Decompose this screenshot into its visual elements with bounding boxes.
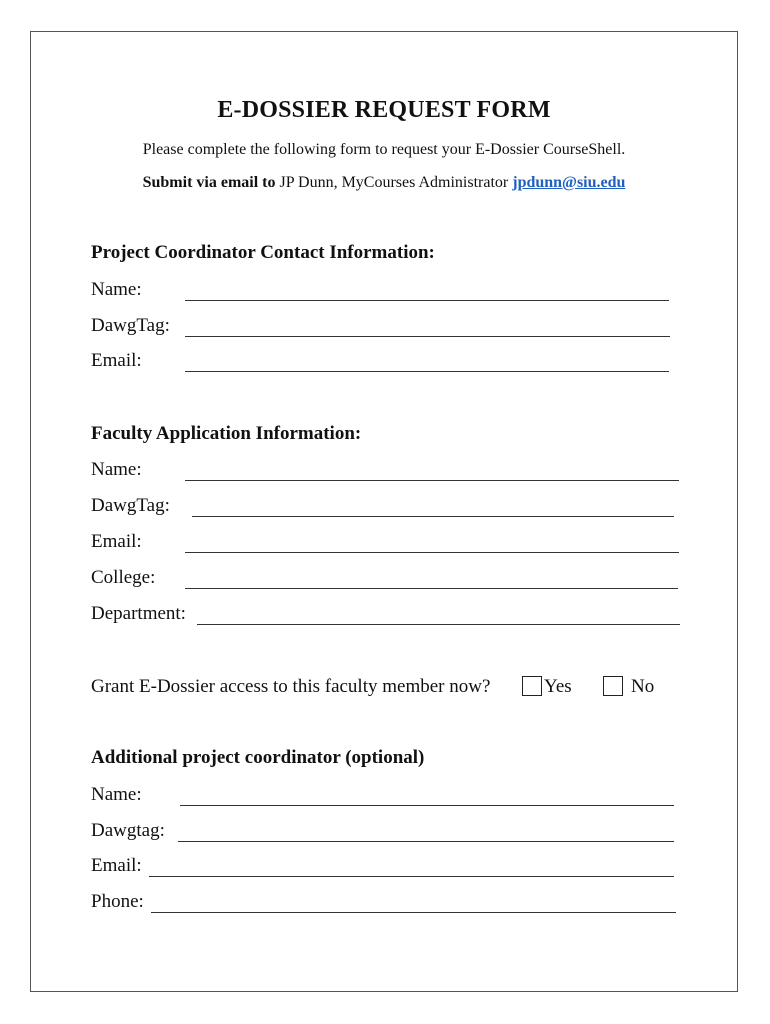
submit-instructions xyxy=(31,174,737,192)
add-phone-field[interactable] xyxy=(151,912,676,913)
faculty-department-field[interactable] xyxy=(197,624,680,625)
additional-coordinator-heading: Additional project coordinator (optional) xyxy=(91,747,425,768)
form-page xyxy=(30,31,738,992)
yes-checkbox[interactable] xyxy=(522,676,542,696)
faculty-email-label: Email: xyxy=(91,531,142,552)
faculty-college-label: College: xyxy=(91,567,156,588)
faculty-email-field[interactable] xyxy=(185,552,679,553)
add-name-field[interactable] xyxy=(180,805,674,806)
admin-email-link[interactable]: jpdunn@siu.edu xyxy=(512,174,626,191)
pc-dawgtag-field[interactable] xyxy=(185,336,670,337)
project-coordinator-heading: Project Coordinator Contact Information: xyxy=(91,242,435,263)
faculty-college-field[interactable] xyxy=(185,588,678,589)
add-name-label: Name: xyxy=(91,784,142,805)
faculty-dawgtag-label: DawgTag: xyxy=(91,495,170,516)
pc-name-label: Name: xyxy=(91,279,142,300)
pc-name-field[interactable] xyxy=(185,300,669,301)
add-dawgtag-field[interactable] xyxy=(178,841,674,842)
form-title: E-DOSSIER REQUEST FORM xyxy=(217,97,551,123)
faculty-dawgtag-field[interactable] xyxy=(192,516,674,517)
add-dawgtag-label: Dawgtag: xyxy=(91,820,165,841)
faculty-name-label: Name: xyxy=(91,459,142,480)
pc-email-field[interactable] xyxy=(185,371,669,372)
add-email-field[interactable] xyxy=(149,876,674,877)
add-email-label: Email: xyxy=(91,855,142,876)
access-question: Grant E-Dossier access to this faculty member now? xyxy=(91,676,491,697)
submit-recipient: JP Dunn, MyCourses Administrator xyxy=(275,174,513,191)
no-label: No xyxy=(631,676,655,697)
faculty-heading: Faculty Application Information: xyxy=(91,423,362,444)
faculty-department-label: Department: xyxy=(91,603,186,624)
yes-label: Yes xyxy=(544,676,572,697)
no-checkbox[interactable] xyxy=(603,676,623,696)
pc-email-label: Email: xyxy=(91,350,142,371)
form-intro: Please complete the following form to request your E-Dossier CourseShell. xyxy=(142,141,626,158)
pc-dawgtag-label: DawgTag: xyxy=(91,315,170,336)
add-phone-label: Phone: xyxy=(91,891,144,912)
submit-prefix: Submit via email to xyxy=(142,174,276,191)
faculty-name-field[interactable] xyxy=(185,480,679,481)
